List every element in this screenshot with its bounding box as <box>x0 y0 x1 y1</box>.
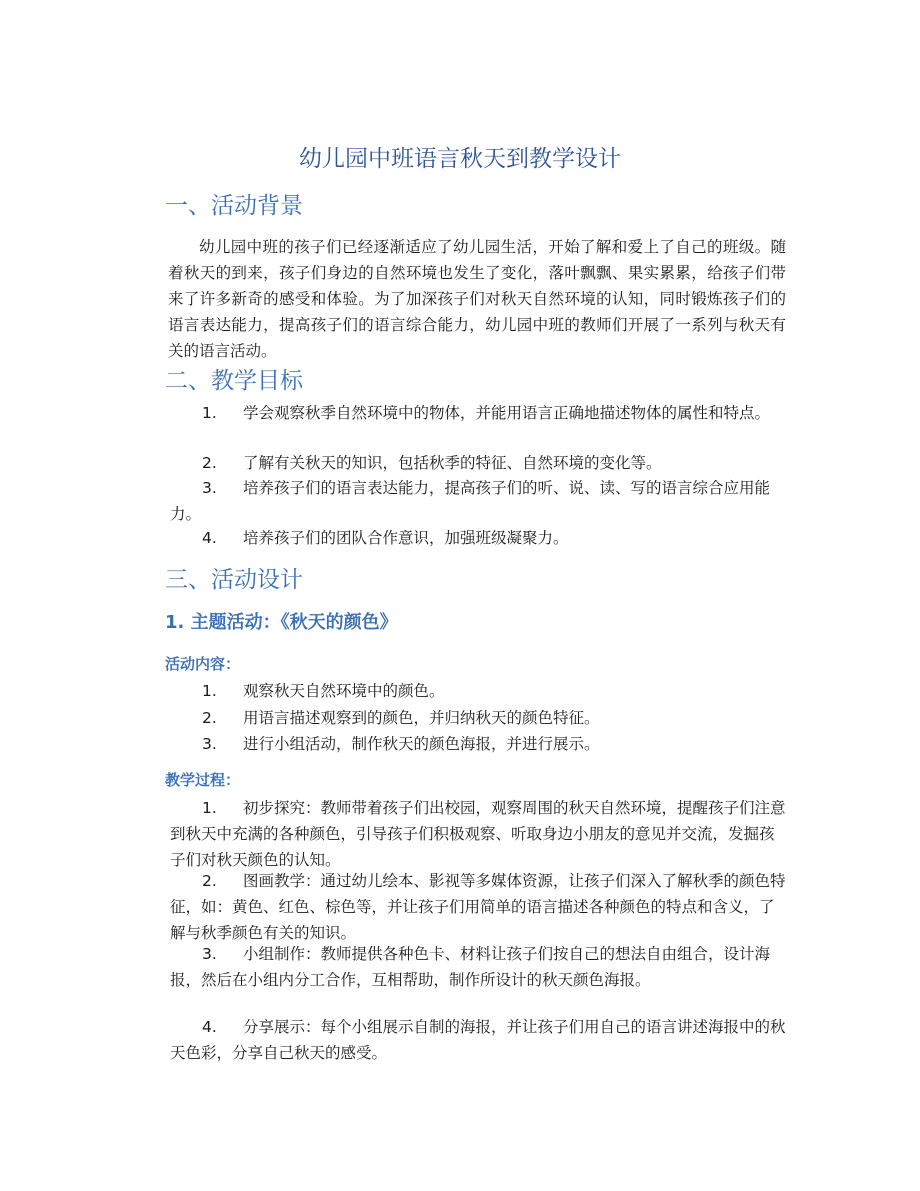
background-paragraph: 幼儿园中班的孩子们已经逐渐适应了幼儿园生活，开始了解和爱上了自己的班级。随着秋天的到来，孩子们身边的自然环境也发生了变化，落叶飘飘、果实累累，给孩子们带来了许多新奇的感受和体验。为了加深孩子们对秋天自然环境的认知，同时锻炼孩子们的语言表达能力，提高孩子们的语言综合能力，幼儿园中班的教师们开展了一系列与秋天有关的语言活动。 <box>168 238 786 360</box>
process-item <box>170 795 786 873</box>
teaching-process-label: 教学过程： <box>165 771 241 789</box>
process-item <box>170 941 786 993</box>
content-item-number: 1. <box>202 682 217 700</box>
goal-item-text: 学会观察秋季自然环境中的物体，并能用语言正确地描述物体的属性和特点。 <box>243 404 771 422</box>
process-item-text: 小组制作：教师提供各种色卡、材料让孩子们按自己的想法自由组合，设计海报，然后在小组内分工合作，互相帮助，制作所设计的秋天颜色海报。 <box>170 945 771 989</box>
goal-item-text: 培养孩子们的团队合作意识，加强班级凝聚力。 <box>243 529 569 547</box>
content-item <box>170 705 786 731</box>
content-item <box>170 731 786 757</box>
process-item-number: 2. <box>202 872 217 890</box>
process-item <box>170 1014 786 1066</box>
goal-item-number: 4. <box>202 529 217 547</box>
goal-item <box>170 475 786 527</box>
goal-item-text: 了解有关秋天的知识，包括秋季的特征、自然环境的变化等。 <box>243 454 662 472</box>
activity-content-label: 活动内容： <box>165 655 241 673</box>
content-item-number: 2. <box>202 709 217 727</box>
document-title: 幼儿园中班语言秋天到教学设计 <box>299 146 621 172</box>
activity-heading: 1. 主题活动：《秋天的颜色》 <box>165 612 398 633</box>
goal-item <box>170 400 786 426</box>
process-item-number: 1. <box>202 799 217 817</box>
goal-item-number: 2. <box>202 454 217 472</box>
section-heading-design: 三、活动设计 <box>165 567 303 593</box>
content-item-text: 观察秋天自然环境中的颜色。 <box>243 682 445 700</box>
goal-item-number: 1. <box>202 404 217 422</box>
process-item-number: 3. <box>202 945 217 963</box>
content-item-text: 用语言描述观察到的颜色，并归纳秋天的颜色特征。 <box>243 709 600 727</box>
process-item-text: 图画教学：通过幼儿绘本、影视等多媒体资源，让孩子们深入了解秋季的颜色特征，如：黄色、红色、棕色等，并让孩子们用简单的语言描述各种颜色的特点和含义，了解与秋季颜色有关的知识。 <box>170 872 786 942</box>
content-item-text: 进行小组活动，制作秋天的颜色海报，并进行展示。 <box>243 735 600 753</box>
process-item-text: 初步探究：教师带着孩子们出校园，观察周围的秋天自然环境，提醒孩子们注意到秋天中充满的各种颜色，引导孩子们积极观察、听取身边小朋友的意见并交流，发掘孩子们对秋天颜色的认知。 <box>170 799 786 869</box>
goal-item-number: 3. <box>202 479 217 497</box>
goal-item-text: 培养孩子们的语言表达能力，提高孩子们的听、说、读、写的语言综合应用能力。 <box>170 479 771 523</box>
process-item-number: 4. <box>202 1018 217 1036</box>
process-item-text: 分享展示：每个小组展示自制的海报，并让孩子们用自己的语言讲述海报中的秋天色彩，分享自己秋天的感受。 <box>170 1018 786 1062</box>
section-heading-background: 一、活动背景 <box>165 193 303 219</box>
content-item <box>170 678 786 704</box>
goal-item <box>170 450 786 476</box>
goal-item <box>170 525 786 551</box>
content-item-number: 3. <box>202 735 217 753</box>
section-heading-goals: 二、教学目标 <box>165 368 303 394</box>
process-item <box>170 868 786 946</box>
